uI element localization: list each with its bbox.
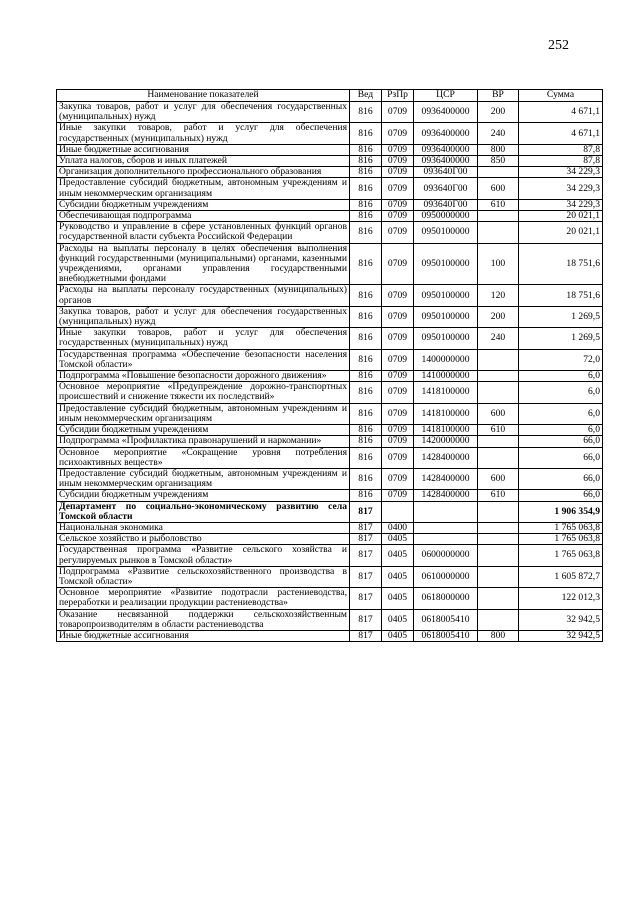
cell-vr [478, 534, 519, 545]
cell-rzpr: 0709 [382, 178, 414, 199]
table-row [57, 102, 603, 123]
cell-rzpr: 0709 [382, 425, 414, 436]
cell-sum: 87,8 [519, 144, 603, 155]
cell-vr [478, 501, 519, 522]
cell-vr [478, 588, 519, 609]
cell-ved: 817 [350, 545, 382, 566]
cell-csr: 0618005410 [414, 630, 478, 641]
cell-name: Иные бюджетные ассигнования [57, 144, 350, 155]
cell-rzpr: 0709 [382, 382, 414, 403]
cell-vr: 200 [478, 102, 519, 123]
table-row [57, 447, 603, 468]
table-row [57, 178, 603, 199]
cell-ved: 816 [350, 211, 382, 222]
cell-csr: 1420000000 [414, 436, 478, 447]
cell-name: Расходы на выплаты персоналу государственных (муниципальных) органов [57, 285, 350, 306]
cell-sum: 72,0 [519, 349, 603, 370]
cell-rzpr: 0709 [382, 490, 414, 501]
table-row [57, 211, 603, 222]
cell-sum: 4 671,1 [519, 102, 603, 123]
cell-csr: 0618005410 [414, 609, 478, 630]
cell-sum: 4 671,1 [519, 123, 603, 144]
cell-ved: 816 [350, 328, 382, 349]
cell-csr: 1400000000 [414, 349, 478, 370]
table-row [57, 468, 603, 489]
cell-vr: 240 [478, 328, 519, 349]
cell-name: Государственная программа «Обеспечение безопасности населения Томской области» [57, 349, 350, 370]
table-row [57, 243, 603, 285]
cell-rzpr: 0709 [382, 243, 414, 285]
cell-ved: 816 [350, 403, 382, 424]
cell-csr: 1418100000 [414, 425, 478, 436]
cell-name: Обеспечивающая подпрограмма [57, 211, 350, 222]
cell-vr [478, 609, 519, 630]
header-vr: ВР [478, 90, 519, 102]
cell-csr: 0936400000 [414, 123, 478, 144]
cell-ved: 816 [350, 243, 382, 285]
page-number: 252 [548, 38, 569, 53]
cell-csr: 0936400000 [414, 102, 478, 123]
cell-csr: 0950000000 [414, 211, 478, 222]
table-row [57, 630, 603, 641]
cell-ved: 816 [350, 436, 382, 447]
cell-sum: 32 942,5 [519, 609, 603, 630]
header-csr: ЦСР [414, 90, 478, 102]
cell-sum: 66,0 [519, 436, 603, 447]
cell-sum: 66,0 [519, 468, 603, 489]
cell-name: Руководство и управление в сфере установленных функций органов государственной власти субъекта Российской Федерации [57, 222, 350, 243]
cell-vr: 600 [478, 403, 519, 424]
cell-sum: 34 229,3 [519, 167, 603, 178]
cell-ved: 816 [350, 425, 382, 436]
cell-sum: 1 765 063,8 [519, 534, 603, 545]
cell-sum: 1 906 354,9 [519, 501, 603, 522]
cell-name: Иные бюджетные ассигнования [57, 630, 350, 641]
budget-table [56, 89, 603, 642]
cell-csr [414, 501, 478, 522]
table-row [57, 534, 603, 545]
cell-rzpr: 0709 [382, 468, 414, 489]
cell-sum: 20 021,1 [519, 222, 603, 243]
cell-csr: 0618000000 [414, 588, 478, 609]
cell-vr: 610 [478, 425, 519, 436]
table-row [57, 156, 603, 167]
table-row [57, 436, 603, 447]
cell-ved: 816 [350, 144, 382, 155]
table-row [57, 285, 603, 306]
cell-vr: 120 [478, 285, 519, 306]
cell-csr: 1410000000 [414, 371, 478, 382]
cell-ved: 816 [350, 178, 382, 199]
cell-ved: 816 [350, 382, 382, 403]
table-row [57, 349, 603, 370]
cell-rzpr: 0405 [382, 609, 414, 630]
cell-rzpr: 0709 [382, 306, 414, 327]
cell-name: Основное мероприятие «Развитие подотрасли растениеводства, переработки и реализации продукции растениеводства» [57, 588, 350, 609]
cell-csr: 0936400000 [414, 156, 478, 167]
cell-csr: 0950100000 [414, 306, 478, 327]
cell-sum: 1 269,5 [519, 328, 603, 349]
cell-ved: 816 [350, 349, 382, 370]
cell-name: Субсидии бюджетным учреждениям [57, 199, 350, 210]
cell-csr: 1428400000 [414, 447, 478, 468]
cell-rzpr: 0405 [382, 545, 414, 566]
cell-vr [478, 222, 519, 243]
cell-sum: 20 021,1 [519, 211, 603, 222]
cell-name: Иные закупки товаров, работ и услуг для обеспечения государственных (муниципальных) нужд [57, 123, 350, 144]
cell-vr [478, 447, 519, 468]
cell-rzpr: 0709 [382, 285, 414, 306]
header-ved: Вед [350, 90, 382, 102]
cell-sum: 18 751,6 [519, 243, 603, 285]
cell-sum: 32 942,5 [519, 630, 603, 641]
cell-csr: 0936400000 [414, 144, 478, 155]
cell-ved: 817 [350, 501, 382, 522]
cell-sum: 66,0 [519, 490, 603, 501]
table-row [57, 144, 603, 155]
cell-ved: 816 [350, 222, 382, 243]
table-row [57, 199, 603, 210]
cell-rzpr: 0709 [382, 167, 414, 178]
cell-name: Основное мероприятие «Предупреждение дорожно-транспортных происшествий и снижение тяжести их последствий» [57, 382, 350, 403]
cell-csr: 0950100000 [414, 222, 478, 243]
table-row [57, 545, 603, 566]
cell-ved: 817 [350, 566, 382, 587]
cell-vr: 610 [478, 490, 519, 501]
cell-csr: 093640Г00 [414, 178, 478, 199]
cell-vr: 100 [478, 243, 519, 285]
cell-name: Субсидии бюджетным учреждениям [57, 425, 350, 436]
cell-ved: 816 [350, 123, 382, 144]
cell-ved: 816 [350, 285, 382, 306]
cell-csr [414, 522, 478, 533]
cell-csr: 1418100000 [414, 382, 478, 403]
cell-ved: 817 [350, 630, 382, 641]
cell-vr [478, 349, 519, 370]
table-row [57, 371, 603, 382]
cell-name: Подпрограмма «Развитие сельскохозяйственного производства в Томской области» [57, 566, 350, 587]
cell-ved: 817 [350, 534, 382, 545]
table-header-row [57, 90, 603, 102]
table-row [57, 222, 603, 243]
cell-name: Подпрограмма «Профилактика правонарушений и наркомании» [57, 436, 350, 447]
cell-csr: 0950100000 [414, 243, 478, 285]
cell-csr: 0950100000 [414, 328, 478, 349]
cell-ved: 816 [350, 156, 382, 167]
cell-vr [478, 522, 519, 533]
cell-csr: 0610000000 [414, 566, 478, 587]
cell-ved: 816 [350, 447, 382, 468]
cell-rzpr: 0709 [382, 123, 414, 144]
cell-ved: 816 [350, 468, 382, 489]
cell-csr: 093640Г00 [414, 167, 478, 178]
cell-sum: 1 269,5 [519, 306, 603, 327]
cell-vr: 850 [478, 156, 519, 167]
cell-ved: 816 [350, 371, 382, 382]
cell-rzpr [382, 501, 414, 522]
table-row [57, 306, 603, 327]
cell-vr [478, 382, 519, 403]
cell-name: Субсидии бюджетным учреждениям [57, 490, 350, 501]
cell-name: Организация дополнительного профессионального образования [57, 167, 350, 178]
cell-vr: 200 [478, 306, 519, 327]
cell-rzpr: 0709 [382, 403, 414, 424]
cell-vr: 600 [478, 178, 519, 199]
cell-csr [414, 534, 478, 545]
cell-rzpr: 0709 [382, 328, 414, 349]
table-row [57, 566, 603, 587]
cell-rzpr: 0405 [382, 534, 414, 545]
table-row [57, 522, 603, 533]
cell-vr: 610 [478, 199, 519, 210]
table-row [57, 382, 603, 403]
cell-name: Закупка товаров, работ и услуг для обеспечения государственных (муниципальных) нужд [57, 306, 350, 327]
cell-ved: 816 [350, 199, 382, 210]
cell-sum: 6,0 [519, 382, 603, 403]
cell-csr: 1418100000 [414, 403, 478, 424]
cell-sum: 122 012,3 [519, 588, 603, 609]
table-row [57, 328, 603, 349]
cell-ved: 817 [350, 522, 382, 533]
cell-sum: 6,0 [519, 403, 603, 424]
table-row [57, 609, 603, 630]
cell-csr: 0950100000 [414, 285, 478, 306]
cell-csr: 093640Г00 [414, 199, 478, 210]
cell-name: Основное мероприятие «Сокращение уровня потребления психоактивных веществ» [57, 447, 350, 468]
cell-vr: 600 [478, 468, 519, 489]
table-row [57, 501, 603, 522]
cell-name: Предоставление субсидий бюджетным, автономным учреждениям и иным некоммерческим организациям [57, 468, 350, 489]
cell-name: Предоставление субсидий бюджетным, автономным учреждениям и иным некоммерческим организациям [57, 403, 350, 424]
cell-name: Уплата налогов, сборов и иных платежей [57, 156, 350, 167]
cell-sum: 34 229,3 [519, 199, 603, 210]
cell-sum: 18 751,6 [519, 285, 603, 306]
cell-vr: 800 [478, 144, 519, 155]
cell-rzpr: 0709 [382, 211, 414, 222]
cell-vr: 800 [478, 630, 519, 641]
table-row [57, 167, 603, 178]
cell-rzpr: 0709 [382, 199, 414, 210]
cell-csr: 1428400000 [414, 490, 478, 501]
cell-sum: 34 229,3 [519, 178, 603, 199]
cell-vr [478, 436, 519, 447]
cell-vr [478, 371, 519, 382]
cell-rzpr: 0709 [382, 102, 414, 123]
header-rzpr: РзПр [382, 90, 414, 102]
cell-ved: 816 [350, 306, 382, 327]
cell-sum: 66,0 [519, 447, 603, 468]
cell-name: Государственная программа «Развитие сельского хозяйства и регулируемых рынков в Томской области» [57, 545, 350, 566]
cell-name: Закупка товаров, работ и услуг для обеспечения государственных (муниципальных) нужд [57, 102, 350, 123]
cell-rzpr: 0405 [382, 588, 414, 609]
cell-rzpr: 0400 [382, 522, 414, 533]
cell-vr [478, 211, 519, 222]
cell-ved: 816 [350, 167, 382, 178]
cell-ved: 816 [350, 490, 382, 501]
cell-sum: 1 605 872,7 [519, 566, 603, 587]
cell-sum: 87,8 [519, 156, 603, 167]
cell-rzpr: 0709 [382, 371, 414, 382]
cell-sum: 1 765 063,8 [519, 522, 603, 533]
cell-name: Департамент по социально-экономическому развитию села Томской области [57, 501, 350, 522]
cell-sum: 6,0 [519, 425, 603, 436]
table-row [57, 588, 603, 609]
cell-rzpr: 0709 [382, 447, 414, 468]
cell-ved: 817 [350, 609, 382, 630]
cell-sum: 1 765 063,8 [519, 545, 603, 566]
cell-rzpr: 0709 [382, 222, 414, 243]
cell-rzpr: 0405 [382, 630, 414, 641]
cell-vr [478, 545, 519, 566]
table-row [57, 403, 603, 424]
cell-vr [478, 566, 519, 587]
cell-rzpr: 0709 [382, 436, 414, 447]
header-sum: Сумма [519, 90, 603, 102]
cell-name: Расходы на выплаты персоналу в целях обеспечения выполнения функций государственными (муниципальными) органами, казенными учреждениями, органами управления государственными внебюджетными фондами [57, 243, 350, 285]
cell-name: Оказание несвязанной поддержки сельскохозяйственным товаропроизводителям в области растениеводства [57, 609, 350, 630]
header-name: Наименование показателей [57, 90, 350, 102]
table-row [57, 425, 603, 436]
cell-name: Сельское хозяйство и рыболовство [57, 534, 350, 545]
cell-vr [478, 167, 519, 178]
cell-sum: 6,0 [519, 371, 603, 382]
cell-rzpr: 0709 [382, 156, 414, 167]
table-row [57, 123, 603, 144]
cell-ved: 816 [350, 102, 382, 123]
cell-name: Подпрограмма «Повышение безопасности дорожного движения» [57, 371, 350, 382]
cell-rzpr: 0709 [382, 349, 414, 370]
cell-name: Национальная экономика [57, 522, 350, 533]
cell-rzpr: 0709 [382, 144, 414, 155]
cell-csr: 0600000000 [414, 545, 478, 566]
cell-vr: 240 [478, 123, 519, 144]
table-row [57, 490, 603, 501]
cell-ved: 817 [350, 588, 382, 609]
cell-rzpr: 0405 [382, 566, 414, 587]
cell-name: Предоставление субсидий бюджетным, автономным учреждениям и иным некоммерческим организациям [57, 178, 350, 199]
cell-name: Иные закупки товаров, работ и услуг для обеспечения государственных (муниципальных) нужд [57, 328, 350, 349]
cell-csr: 1428400000 [414, 468, 478, 489]
